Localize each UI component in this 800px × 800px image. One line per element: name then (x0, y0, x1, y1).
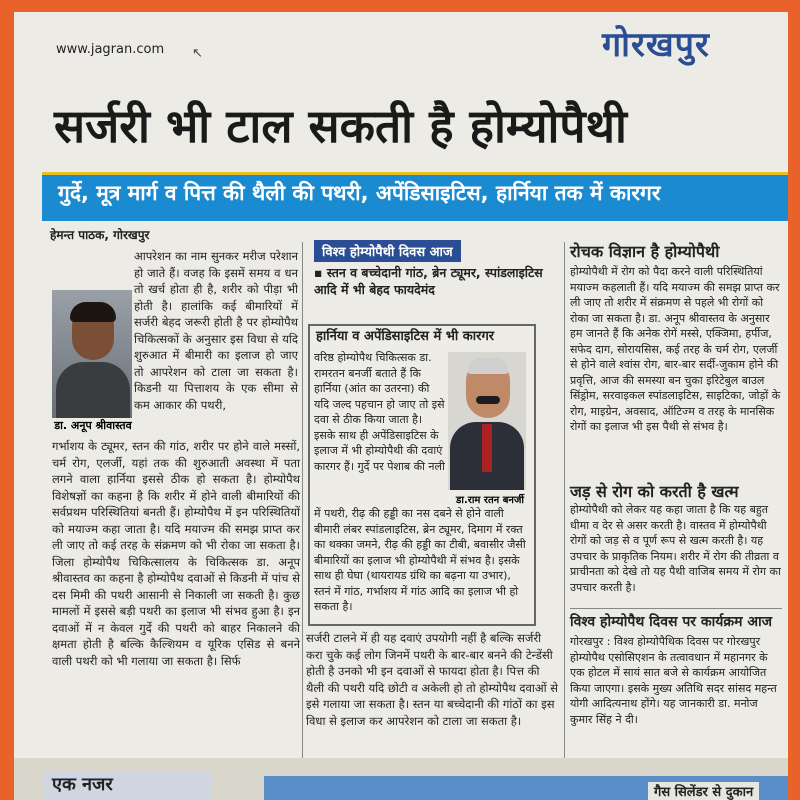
hernia-box-text-top: वरिष्ठ होम्योपैथ चिकित्सक डा. रामरतन बनर्जी बताते हैं कि हार्निया (आंत का उतरना) की यदि जल्द पहचान हो जाए तो इसे दवा से ठीक किया जाता है। इसके साथ ही अपेंडिसाइटिस के इलाज में भी होम्योपैथी की दवाएं कारगर हैं। गुर्दे पर पेशाब की नली (314, 351, 445, 473)
section-divider (570, 608, 782, 609)
photo2-caption: डा.राम रतन बनर्जी (456, 495, 524, 506)
section-title-root-cure: जड़ से रोग को करती है खत्म (570, 482, 739, 501)
section-text-program: गोरखपुर : विश्व होम्योपैथिक दिवस पर गोरखपुर होम्योपैथ एसोसिएशन के तत्वावधान में महानगर के एक होटल में सायं सात बजे से कार्यक्रम आयोजित किया जाएगा। इसके मुख्य अतिथि सदर सांसद महन्त योगी आदित्यनाथ होंगे। यह जानकारी डा. मनोज कुमार सिंह ने दी। (570, 635, 777, 726)
hernia-box-text-bottom: में पथरी, रीढ़ की हड्डी का नस दबने से होने वाली बीमारी लंबर स्पांडलाइटिस, ब्रेन ट्यूमर, दिमाग में रक्त का थक्का जमने, रीढ़ की हड्डी का टीबी, बवासीर जैसी बीमारियों का इलाज भी होम्योपैथी में संभव है। इसके साथ ही घेघा (थायरायड ग्रंथि का बढ़ना या उभार), स्तनं में गांठ, गर्भाशय में गांठ आदि का इलाज भी हो सकता है। (314, 507, 526, 613)
section-text-root-cure: होम्योपैथी को लेकर यह कहा जाता है कि यह बहुत धीमा व देर से असर करती है। वास्तव में होम्योपैथी रोगों को जड़ से व पूर्ण रूप से खत्म करती है। यह उपचार के प्राकृतिक नियम। शरीर में रोग की तीव्रता व प्राचीनता को देखे तो यह पैथी वाजिब समय में रोग का उपचार करती है। (570, 503, 781, 594)
column-divider (302, 242, 303, 762)
photo-anoop-srivastava (52, 290, 132, 418)
subheadline: गुर्दे, मूत्र मार्ग व पित्त की थैली की पथरी, अपेंडिसाइटिस, हार्निया तक में कारगर (58, 181, 661, 205)
column-divider (564, 242, 565, 762)
newspaper-page (14, 12, 788, 800)
photo1-caption: डा. अनूप श्रीवास्तव (54, 419, 132, 432)
highlight-bullet: ▪ स्तन व बच्चेदानी गांठ, ब्रेन ट्यूमर, स्पांडलाइटिस आदि में भी बेहद फायदेमंद (314, 265, 543, 297)
section-title-program: विश्व होम्योपैथ दिवस पर कार्यक्रम आज (570, 614, 773, 630)
cursor-icon: ↖ (192, 46, 203, 61)
headline: सर्जरी भी टाल सकती है होम्योपैथी (54, 99, 627, 153)
at-a-glance-heading: एक नजर (44, 772, 212, 800)
photo-ram-ratan-banerjee (448, 352, 526, 490)
section-title-interesting-science: रोचक विज्ञान है होम्योपैथी (570, 242, 720, 261)
section-text-interesting-science: होम्योपैथी में रोग को पैदा करने वाली परिस्थितियां मयाज्म कहलाती हैं। यदि मयाज्म की समझ प्राप्त कर ली जाए तो शरीर में संक्रमण से पहले भी रोगों को रोका जा सकता है। डा. अनूप श्रीवास्तव के अनुसार हम जानते हैं कि अनेक रोगें मस्से, एक्जिमा, हर्पीज, सफेद दाग, सोरायसिस, कई तरह के चर्म रोग, एलर्जी से होने वाले श्वांस रोग, बार-बार सर्दी-जुकाम होने की प्रवृत्ति, आज की समस्या बन चुका इरिटेबुल बाउल सिंड्रोम, सरवाइकल स्पांडलाइटिस, साइटिका, जोड़ों के रोग, माइग्रेन, अवसाद, ऑटिज्म व तरह के मानसिक रोगों का इलाज भी इस पैथी से संभव है। (570, 265, 781, 433)
website-url[interactable]: www.jagran.com (56, 42, 165, 57)
world-homeopathy-day-tag: विश्व होम्योपैथी दिवस आज (314, 240, 461, 262)
hernia-box-title: हार्निया व अपेंडिसाइटिस में भी कारगर (316, 329, 495, 344)
city-banner: गोरखपुर (602, 25, 710, 65)
column2-bottom-text: सर्जरी टालने में ही यह दवाएं उपयोगी नहीं है बल्कि सर्जरी करा चुके कई लोग जिनमें पथरी के बार-बार बनने की टेन्डेंसी होती है उनको भी इन दवाओं से फायदा होता है। पित्त की थैली की पथरी यदि छोटी व अकेली हो तो होम्योपैथ दवाओं से इसे गलाया जा सकता है। स्तन या बच्चेदानी की गांठों का इस विधा से इलाज कर आपरेशन को टाला जा सकता है। (306, 631, 559, 728)
column1-bottom-text: गर्भाशय के ट्यूमर, स्तन की गांठ, शरीर पर होने वाले मस्सों, चर्म रोग, एलर्जी, यहां तक की शुरुआती अवस्था में पता लगने वाला हार्निया इससे ठीक हो सकता है। होम्योपैथ विशेषज्ञों का कहना है कि शरीर में होने वाली बीमारियों की सर्वप्रथम परिस्थितियां बनती हैं। होम्योपैथ में इन परिस्थितियों को मयाज्म कहा जाता है। यदि मयाज्म की समझ प्राप्त कर ली जाए तो कई तरह के संक्रमण को भी रोका जा सकता है। जिला होम्योपैथ चिकित्सालय के चिकित्सक डा. अनूप श्रीवास्तव का कहना है होम्योपैथ दवाओं से किडनी में पांच से दस मिमी की पथरी आसानी से निकाली जा सकती है। कुछ मामलों में इससे बड़ी पथरी का इलाज भी संभव हुआ है। इन दवाओं में न केवल गुर्दे की पथरी को बाहर निकालने की क्षमता होती है बल्कि कैल्शियम व यूरिक एसिड से बनने वाली पथरी को भी गलाया जा सकता है। सिर्फ (52, 439, 300, 668)
highlight-bullet-text: स्तन व बच्चेदानी गांठ, ब्रेन ट्यूमर, स्पांडलाइटिस आदि में भी बेहद फायदेमंद (314, 265, 543, 297)
next-story-headline: गैस सिलेंडर से दुकान (648, 782, 759, 800)
byline: हेमन्त पाठक, गोरखपुर (50, 228, 150, 242)
column1-top-text: आपरेशन का नाम सुनकर मरीज परेशान हो जाते हैं। वजह कि इसमें समय व धन तो खर्च होता ही है, शरीर को पीड़ा भी होती है। हालांकि कई बीमारियों में सर्जरी बेहद जरूरी होती है पर होम्योपैथ चिकित्सकों के अनुसार इस विधा से यदि शुरुआत में बीमारी का इलाज हो जाए तो आपरेशन को टाला जा सकता है। किडनी या पित्ताशय के एक सीमा से कम आकार की पथरी, (134, 249, 298, 412)
